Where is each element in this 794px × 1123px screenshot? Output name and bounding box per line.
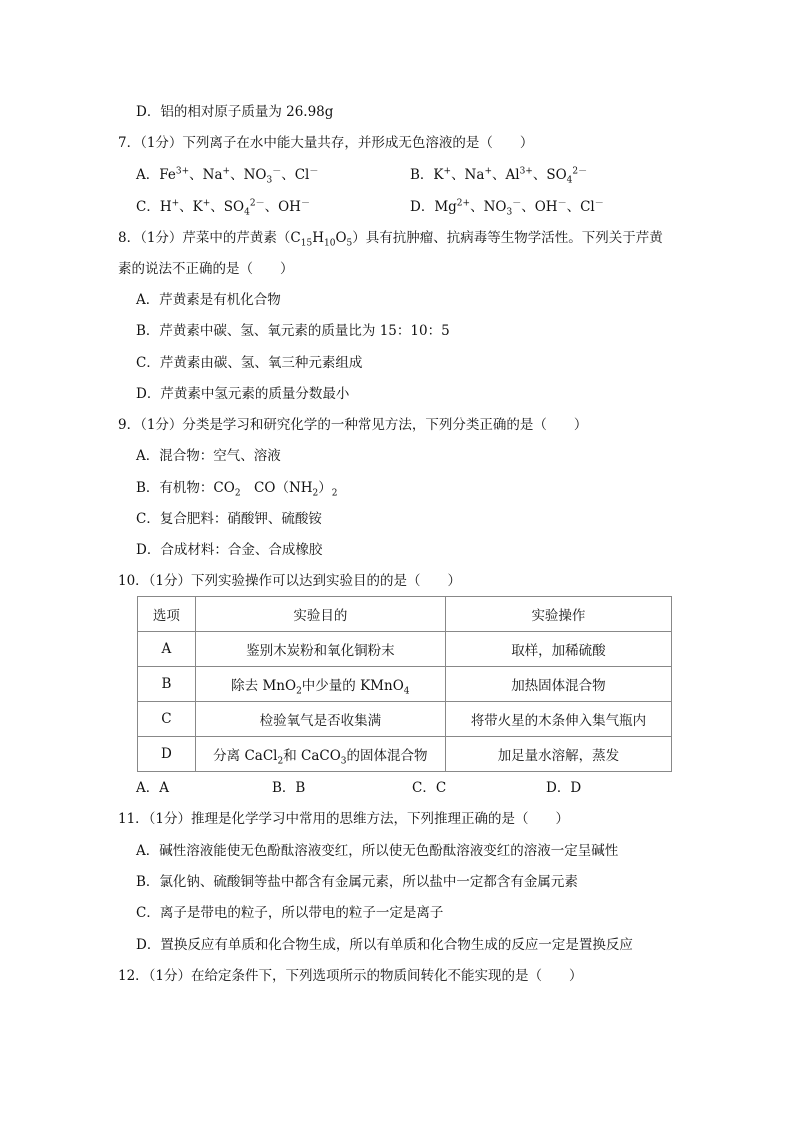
q10-option-c: C．C [412, 780, 447, 796]
table-row [138, 667, 672, 702]
table-cell-goal: 检验氧气是否收集满 [195, 702, 445, 737]
table-header: 实验操作 [445, 597, 671, 632]
q7-option-d: D．$Mg^{2+}$、$NO_3^-$、OH－、Cl－ [410, 198, 604, 218]
table-row [138, 702, 672, 737]
table-cell-option: A [138, 632, 196, 667]
table-cell-operation: 加足量水溶解，蒸发 [445, 737, 671, 772]
q7-stem: 7．（1分）下列离子在水中能大量共存，并形成无色溶液的是（ ） [118, 135, 534, 151]
q11-option-c: C．离子是带电的粒子，所以带电的粒子一定是离子 [136, 905, 444, 921]
q8-option-c: C．芹黄素由碳、氢、氧三种元素组成 [136, 355, 363, 371]
table-header: 选项 [138, 597, 196, 632]
q7-option-a: A．$Fe^{3+}$、Na+、$NO_3^-$、Cl－ [136, 166, 319, 186]
table-cell-option: C [138, 702, 196, 737]
q8-stem-cont: 素的说法不正确的是（ ） [118, 261, 294, 277]
q9-option-b: B．有机物：$CO_2$ $CO(NH_2)_2$ [136, 480, 338, 499]
q9-option-d: D．合成材料：合金、合成橡胶 [136, 542, 323, 558]
q11-stem: 11．（1分）推理是化学学习中常用的思维方法，下列推理正确的是（ ） [118, 811, 570, 827]
q9-stem: 9．（1分）分类是学习和研究化学的一种常见方法，下列分类正确的是（ ） [118, 417, 588, 433]
q8-option-b: B．芹黄素中碳、氢、氧元素的质量比为 15：10：5 [136, 323, 450, 339]
q10-option-d: D．D [546, 780, 582, 796]
q7-option-b: B．K+、Na+、$Al^{3+}$、$SO_4^{2-}$ [410, 166, 588, 186]
table-row [138, 632, 672, 667]
q9-option-a: A．混合物：空气、溶液 [136, 448, 281, 464]
q8-option-a: A．芹黄素是有机化合物 [136, 292, 281, 308]
table-cell-goal: 分离 CaCl$_2$和 CaCO$_3$的固体混合物 [195, 737, 445, 772]
q11-option-b: B．氯化钠、硫酸铜等盐中都含有金属元素，所以盐中一定都含有金属元素 [136, 874, 578, 890]
table-cell-option: B [138, 667, 196, 702]
table-cell-operation: 取样，加稀硫酸 [445, 632, 671, 667]
q12-stem: 12．（1分）在给定条件下，下列选项所示的物质间转化不能实现的是（ ） [118, 968, 583, 984]
table-row [138, 737, 672, 772]
q7-option-c: C．H+、K+、$SO_4^{2-}$、OH－ [136, 198, 310, 218]
q8-option-d: D．芹黄素中氢元素的质量分数最小 [136, 386, 350, 402]
experiment-table [137, 596, 672, 772]
q11-option-a: A．碱性溶液能使无色酚酞溶液变红，所以使无色酚酞溶液变红的溶液一定呈碱性 [136, 843, 619, 859]
table-cell-operation: 将带火星的木条伸入集气瓶内 [445, 702, 671, 737]
table-cell-operation: 加热固体混合物 [445, 667, 671, 702]
q9-option-c: C．复合肥料：硝酸钾、硫酸铵 [136, 511, 322, 527]
table-header: 实验目的 [195, 597, 445, 632]
q6-option-d: D．铝的相对原子质量为 26.98g [136, 104, 334, 120]
table-cell-goal: 除去 MnO$_2$中少量的 KMnO$_4$ [195, 667, 445, 702]
q10-stem: 10．（1分）下列实验操作可以达到实验目的的是（ ） [118, 573, 462, 589]
table-header-row [138, 597, 672, 632]
q10-option-b: B．B [272, 780, 306, 796]
table-cell-goal: 鉴别木炭粉和氧化铜粉末 [195, 632, 445, 667]
table-cell-option: D [138, 737, 196, 772]
q11-option-d: D．置换反应有单质和化合物生成，所以有单质和化合物生成的反应一定是置换反应 [136, 937, 633, 953]
q10-option-a: A．A [136, 780, 169, 796]
q8-stem: 8．（1分）芹菜中的芹黄素$(C_{15}H_{10}O_5)$具有抗肿瘤、抗病毒等生物学活性。下列关于芹黄 [118, 230, 663, 249]
